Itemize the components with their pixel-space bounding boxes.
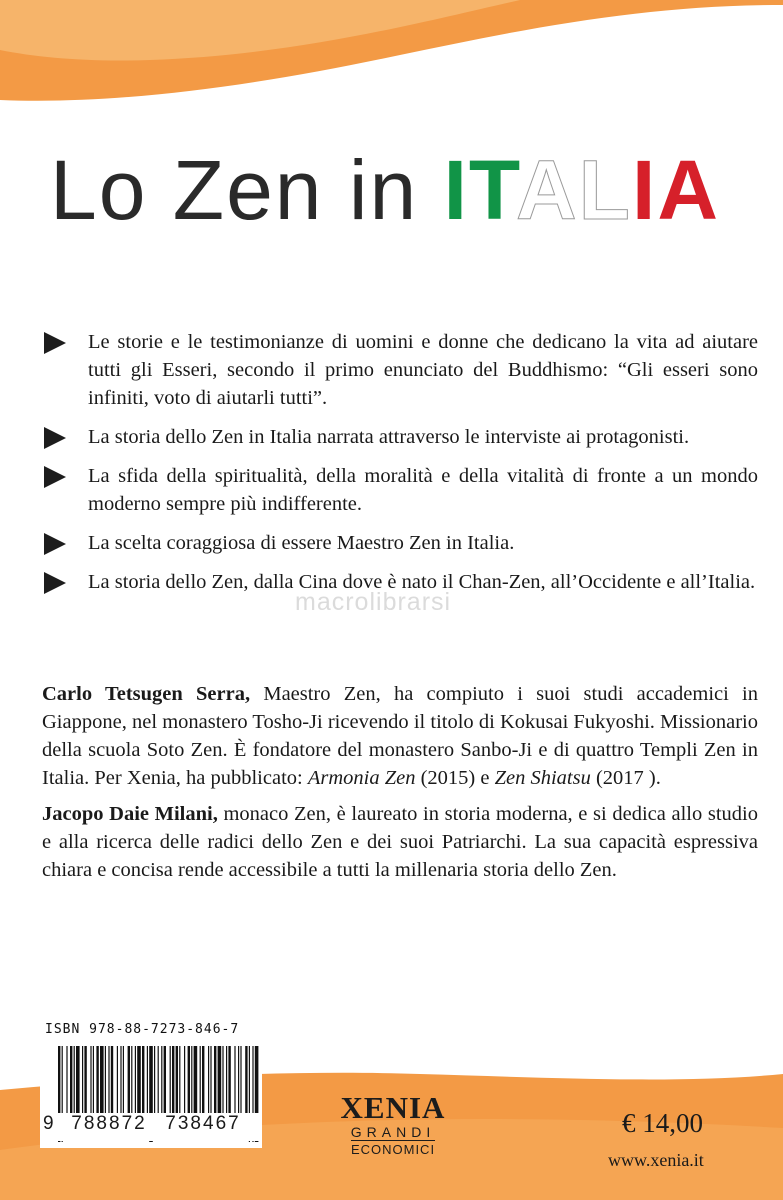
barcode-bar	[210, 1046, 211, 1114]
barcode-bar	[117, 1046, 118, 1114]
barcode-bar	[176, 1046, 178, 1114]
barcode-bar	[82, 1046, 83, 1114]
barcode-bar	[128, 1046, 130, 1114]
author-name: Jacopo Daie Milani,	[42, 803, 218, 825]
barcode-bar	[164, 1046, 166, 1114]
barcode-bar	[70, 1046, 72, 1114]
barcode-bar	[142, 1046, 144, 1114]
barcode-bar	[214, 1046, 216, 1114]
barcode-digits: 9 788872 738467	[40, 1113, 262, 1141]
barcode-bar	[90, 1046, 91, 1114]
barcode-bar	[100, 1046, 104, 1114]
isbn-label: ISBN 978-88-7273-846-7	[45, 1022, 240, 1037]
feature-item: La sfida della spiritualità, della moralità e della vitalità di fronte a un mondo moderno sempre più indifferente.	[42, 462, 758, 518]
barcode-bar	[147, 1046, 148, 1114]
barcode-bar	[179, 1046, 180, 1114]
barcode-bar	[154, 1046, 155, 1114]
barcode-bar	[238, 1046, 239, 1114]
barcode-bar	[111, 1046, 113, 1114]
feature-item: La scelta coraggiosa di essere Maestro Zen in Italia.	[42, 529, 758, 557]
barcode-bar	[161, 1046, 162, 1114]
barcode-bar	[137, 1046, 141, 1114]
barcode-bar	[234, 1046, 235, 1114]
barcode-bar	[202, 1046, 204, 1114]
feature-list	[42, 328, 758, 607]
title-ia-red: IA	[631, 143, 720, 237]
author-bios	[42, 680, 758, 892]
feature-item: Le storie e le testimonianze di uomini e donne che dedicano la vita ad aiutare tutti gli Esseri, secondo il primo enunciato del Buddhismo: “Gli esseri sono infiniti, voto di aiutarli tutti”.	[42, 328, 758, 412]
triangle-bullet-icon	[44, 332, 66, 354]
barcode-bar	[123, 1046, 124, 1114]
barcode-bar	[184, 1046, 185, 1114]
barcode-bar	[108, 1046, 109, 1114]
title-it-green: IT	[443, 143, 516, 237]
barcode-bar	[120, 1046, 121, 1114]
barcode-bar	[74, 1046, 75, 1114]
barcode-bar	[191, 1046, 192, 1114]
barcode-bar	[93, 1046, 94, 1114]
barcode-bar	[96, 1046, 98, 1114]
triangle-bullet-icon	[44, 466, 66, 488]
barcode-bar	[188, 1046, 190, 1114]
barcode-bar	[200, 1046, 201, 1114]
barcode-bar	[66, 1046, 67, 1114]
barcode-bar	[222, 1046, 223, 1114]
barcode-bar	[172, 1046, 174, 1114]
barcode-bar	[226, 1046, 227, 1114]
author-bio-serra: Carlo Tetsugen Serra, Maestro Zen, ha compiuto i suoi studi accademici in Giappone, nel monastero Tosho-Ji ricevendo il titolo di Kokusai Fukyoshi. Missionario della scuola Soto Zen. È fondatore del monastero Sanbo-Ji e di quattro Templi Zen in Italia. Per Xenia, ha pubblicato: Armonia Zen (2015) e Zen Shiatsu (2017 ).	[42, 683, 758, 789]
author-bio-milani: Jacopo Daie Milani, monaco Zen, è laureato in storia moderna, e si dedica allo studio e alla ricerca delle radici dello Zen e dei suoi Patriarchi. La sua capacità espressiva chiara e concisa rende accessibile a tutti la millenaria storia dello Zen.	[42, 803, 758, 881]
barcode-bar	[194, 1046, 198, 1114]
barcode-bar	[131, 1046, 132, 1114]
book-title-ref: Armonia Zen	[307, 767, 416, 789]
barcode-bar	[208, 1046, 209, 1114]
author-name: Carlo Tetsugen Serra,	[42, 683, 251, 705]
barcode-bar	[158, 1046, 159, 1114]
title-al-white: AL	[516, 143, 632, 237]
website: www.xenia.it	[608, 1150, 704, 1170]
triangle-bullet-icon	[44, 533, 66, 555]
barcode-bar	[245, 1046, 247, 1114]
title-prefix: Lo Zen in	[50, 143, 444, 237]
book-title-ref: Zen Shiatsu	[494, 767, 591, 789]
barcode-bar	[170, 1046, 171, 1114]
watermark: macrolibrarsi	[295, 588, 452, 616]
feature-item: La storia dello Zen in Italia narrata attraverso le interviste ai protagonisti.	[42, 423, 758, 451]
barcode-bar	[76, 1046, 80, 1114]
barcode-bar	[135, 1046, 136, 1114]
price: € 14,00	[622, 1108, 703, 1138]
feature-item: La storia dello Zen, dalla Cina dove è nato il Chan-Zen, all’Occidente e all’Italia.	[42, 568, 758, 596]
barcode-bar	[105, 1046, 106, 1114]
barcode-bar	[218, 1046, 222, 1114]
publisher-logo: XENIA GRANDI ECONOMICI	[340, 1090, 446, 1157]
triangle-bullet-icon	[44, 427, 66, 449]
book-title	[50, 140, 720, 240]
barcode-bar	[84, 1046, 86, 1114]
barcode-bar	[240, 1046, 241, 1114]
barcode-bar	[228, 1046, 230, 1114]
triangle-bullet-icon	[44, 572, 66, 594]
